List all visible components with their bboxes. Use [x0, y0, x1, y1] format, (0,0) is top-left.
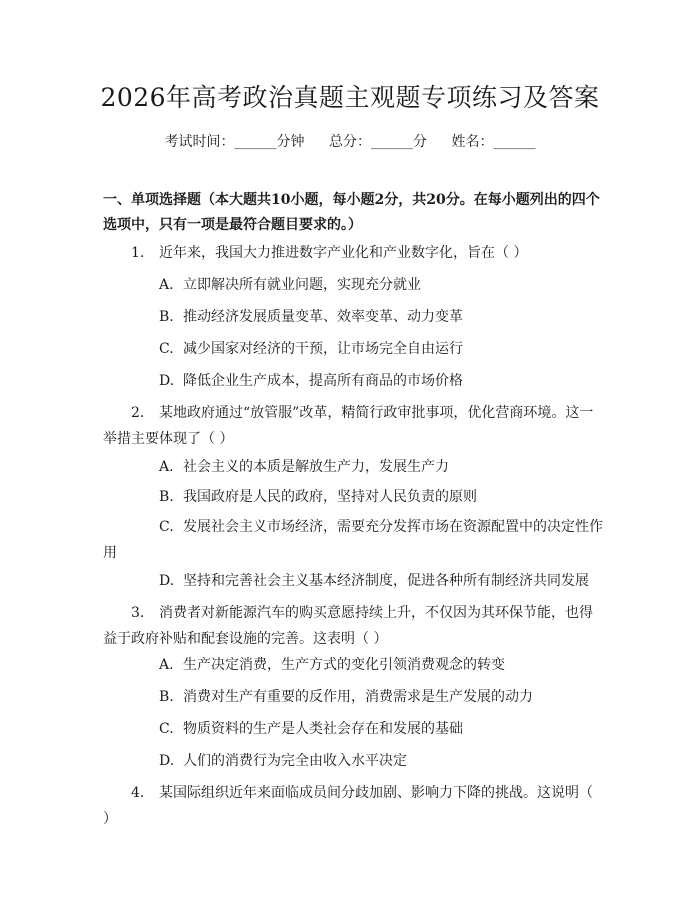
question-number: 4.: [131, 785, 145, 801]
name-field: 姓名：______: [451, 134, 536, 150]
question-stem: 某国际组织近年来面临成员间分歧加剧、影响力下降的挑战。这说明（ ）: [103, 785, 593, 827]
exam-info: [0, 131, 700, 151]
option-text: 坚持和完善社会主义基本经济制度，促进各种所有制经济共同发展: [183, 573, 589, 589]
exam-time-field: 考试时间：______分钟: [164, 134, 305, 150]
option-letter: D.: [159, 753, 175, 769]
question-2-option-a: [103, 454, 603, 480]
question-1-option-a: [103, 272, 603, 298]
document-title: 2026年高考政治真题主观题专项练习及答案: [100, 83, 600, 112]
option-text: 社会主义的本质是解放生产力，发展生产力: [183, 459, 449, 475]
section-heading: 一、单项选择题（本大题共10小题，每小题2分，共20分。在每小题列出的四个选项中，只有一项是最符合题目要求的。）: [103, 192, 600, 233]
option-text: 消费对生产有重要的反作用，消费需求是生产发展的动力: [183, 689, 533, 705]
option-text: 减少国家对经济的干预，让市场完全自由运行: [183, 341, 463, 357]
question-3-option-b: [103, 684, 603, 710]
question-number: 1.: [131, 245, 145, 261]
option-letter: C.: [159, 341, 174, 357]
option-letter: A.: [159, 459, 174, 475]
question-1-option-d: [103, 368, 603, 394]
option-letter: A.: [159, 277, 174, 293]
question-4: [103, 780, 603, 832]
question-3: [103, 600, 603, 652]
option-text: 我国政府是人民的政府，坚持对人民负责的原则: [183, 489, 477, 505]
question-stem: 消费者对新能源汽车的购买意愿持续上升，不仅因为其环保节能，也得益于政府补贴和配套设施的完善。这表明（ ）: [103, 605, 593, 647]
question-3-option-a: [103, 652, 603, 678]
total-score-field: 总分：______分: [329, 134, 427, 150]
question-2-option-c: [103, 514, 603, 566]
option-text: 降低企业生产成本，提高所有商品的市场价格: [183, 373, 463, 389]
option-letter: B.: [159, 309, 174, 325]
option-text: 立即解决所有就业问题，实现充分就业: [183, 277, 421, 293]
option-letter: B.: [159, 689, 174, 705]
option-text: 人们的消费行为完全由收入水平决定: [183, 753, 407, 769]
option-letter: C.: [159, 721, 174, 737]
question-3-option-d: [103, 748, 603, 774]
option-letter: A.: [159, 657, 174, 673]
question-1-option-b: [103, 304, 603, 330]
option-text: 发展社会主义市场经济，需要充分发挥市场在资源配置中的决定性作用: [103, 519, 603, 561]
question-2-option-d: [103, 568, 603, 594]
option-text: 物质资料的生产是人类社会存在和发展的基础: [183, 721, 463, 737]
option-letter: B.: [159, 489, 174, 505]
option-text: 生产决定消费，生产方式的变化引领消费观念的转变: [183, 657, 505, 673]
question-stem: 某地政府通过“放管服”改革，精简行政审批事项，优化营商环境。这一举措主要体现了（ ）: [103, 405, 594, 447]
option-letter: D.: [159, 573, 175, 589]
option-text: 推动经济发展质量变革、效率变革、动力变革: [183, 309, 463, 325]
question-3-option-c: [103, 716, 603, 742]
question-stem: 近年来，我国大力推进数字产业化和产业数字化，旨在（ ）: [159, 245, 528, 261]
question-number: 2.: [131, 405, 145, 421]
question-2-option-b: [103, 484, 603, 510]
option-letter: D.: [159, 373, 175, 389]
option-letter: C.: [159, 519, 174, 535]
question-1-option-c: [103, 336, 603, 362]
question-1: [103, 240, 603, 266]
question-2: [103, 400, 603, 452]
question-number: 3.: [131, 605, 145, 621]
